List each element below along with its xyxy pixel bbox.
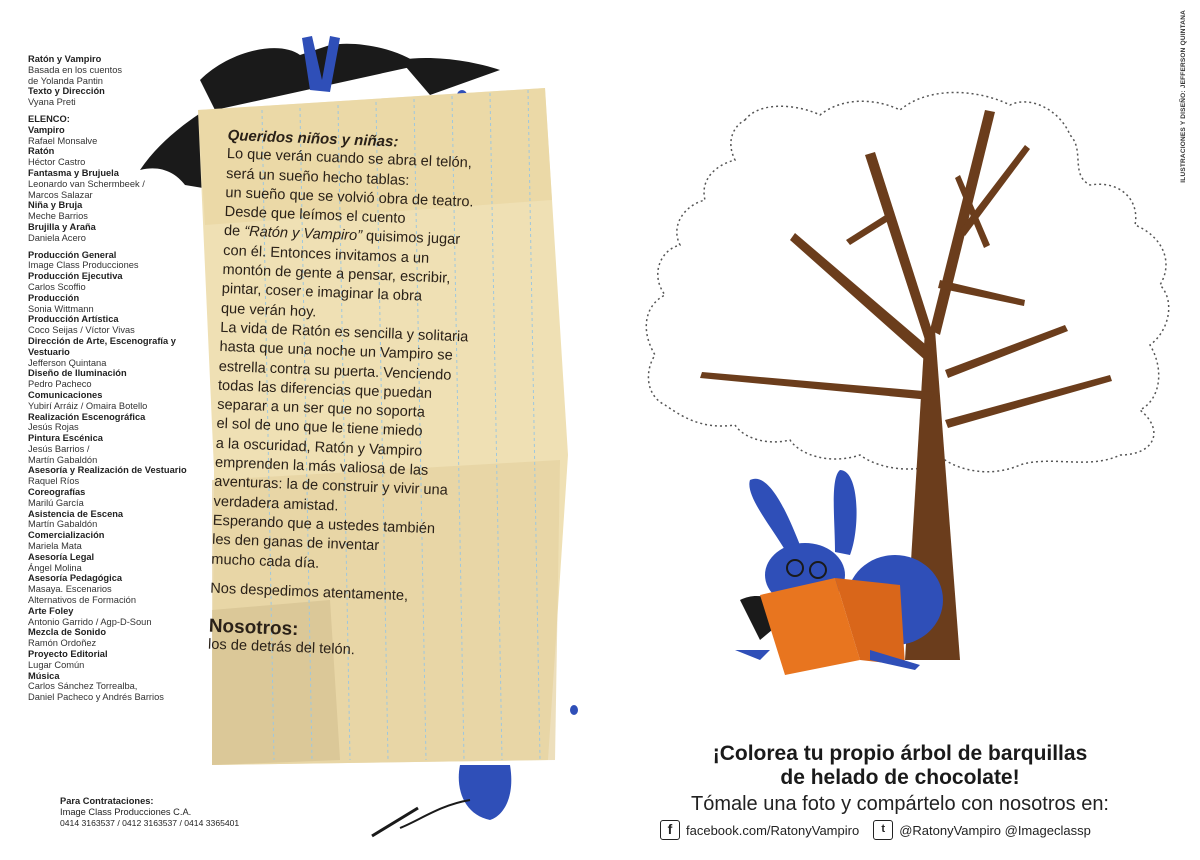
credit-role: Asesoría Pedagógica [28,573,123,584]
letter-line: a la oscuridad, Ratón y Vampiro [215,435,423,460]
credit-role: Niña y Bruja [28,200,83,211]
credit-name: Ramón Ordoñez [28,638,97,649]
coloring-call-to-action [600,742,1200,816]
credit-name: Marcos Salazar [28,189,93,200]
credit-name: Antonio Garrido / Agp-D-Soun [28,616,152,627]
credit-role: Producción General [28,249,117,260]
social-links [660,820,1091,840]
credit-name: Lugar Común [28,659,85,670]
credit-name: Marilú García [28,497,84,508]
letter-line: todas las diferencias que puedan [217,377,433,402]
letter-line: les den ganas de inventar [211,531,380,555]
credit-role: Realización Escenográfica [28,411,146,422]
credit-name: Mariela Mata [28,541,82,552]
credit-role: Arte Foley [28,605,74,616]
credit-role: Ratón [28,146,55,157]
twitter-handles[interactable]: @RatonyVampiro @Imageclassp [899,822,1091,838]
credit-role: Diseño de Iluminación [28,368,127,379]
letter-line: pintar, coser e imaginar la obra [221,281,423,305]
letter-line: con él. Entonces invitamos a un [222,242,430,267]
letter-line: separar a un ser que no soporta [216,396,426,421]
credit-role: Proyecto Editorial [28,649,108,660]
letter-signature-sub: los de detrás del telón. [207,637,356,659]
credit-role: ELENCO: [28,113,70,124]
credit-name: Raquel Ríos [28,476,80,487]
letter-greeting: Queridos niños y niñas: [227,126,399,151]
facebook-icon: f [660,820,680,840]
contact-label: Para Contrataciones: [60,796,154,806]
credit-name: Martín Gabaldón [28,519,98,530]
letter-line: el sol de uno que le tiene miedo [216,416,423,441]
credit-role: Brujilla y Araña [28,221,96,232]
credit-name: Héctor Castro [28,157,86,168]
credit-name: Yubirí Arráiz / Omaira Botello [28,400,148,411]
letter-line: Esperando que a ustedes también [212,512,436,538]
credit-role: Asesoría y Realización de Vestuario [28,465,187,476]
credit-name: Ángel Molina [28,562,82,573]
credit-name: Vyana Preti [28,97,76,108]
letter-line: montón de gente a pensar, escribir, [222,261,451,287]
credit-name: Alternativos de Formación [28,595,136,606]
letter-line: verdadera amistad. [213,493,339,515]
credit-role: Comercialización [28,530,105,541]
credit-name: Image Class Producciones [28,260,139,271]
credit-role: Producción Artística [28,314,119,325]
credit-role: Dirección de Arte, Escenografía y Vestuario [28,335,176,357]
credit-name: Sonia Wittmann [28,303,94,314]
credit-role: Ratón y Vampiro [28,54,102,64]
cta-headline-1: ¡Colorea tu propio árbol de barquillas [712,742,1088,765]
credit-name: Jefferson Quintana [28,357,107,368]
credit-role: Producción [28,292,80,303]
letter-signature: Nosotros: [208,615,299,641]
credit-name: Martín Gabaldón [28,454,98,465]
twitter-icon: t [873,820,893,840]
credit-name: Masaya. Escenarios [28,584,112,595]
credit-name: Coco Seijas / Víctor Vivas [28,325,135,336]
credit-role: Fantasma y Brujuela [28,167,119,178]
contact-company: Image Class Producciones C.A. [60,807,192,817]
credit-name: Daniela Acero [28,232,86,243]
cta-headline-2: de helado de chocolate! [780,766,1020,789]
letter-line: La vida de Ratón es sencilla y solitaria [219,319,469,346]
credit-role: Asistencia de Escena [28,508,124,519]
credit-name: Meche Barrios [28,211,88,222]
letter-farewell: Nos despedimos atentamente, [209,580,409,605]
credit-role: Pintura Escénica [28,433,103,444]
letter-title-line: de “Ratón y Vampiro” quisimos jugar [223,223,461,249]
letter-line: un sueño que se volvió obra de teatro. [225,184,474,211]
illustrator-credit: ILUSTRACIONES Y DISEÑO: JEFFERSON QUINTANA [1180,10,1187,183]
letter-line: emprenden la más valiosa de las [214,454,429,479]
credit-role: Asesoría Legal [28,551,95,562]
letter-line: que verán hoy. [220,300,317,321]
credit-name: Carlos Scoffio [28,281,86,292]
letter-line: estrella contra su puerta. Venciendo [218,358,452,384]
credit-name: Daniel Pacheco y Andrés Barrios [28,692,164,703]
credit-role: Texto y Dirección [28,86,105,97]
credit-name: Leonardo van Schermbeek / [28,178,145,189]
credit-name: Jesús Barrios / [28,443,90,454]
letter-line: mucho cada día. [211,551,320,572]
letter-line: Lo que verán cuando se abra el telón, [226,146,473,172]
letter-line: será un sueño hecho tablas: [225,165,410,189]
letter-line: aventuras: la de construir y vivir una [214,474,449,500]
cta-subtitle: Tómale una foto y compártelo con nosotros en: [690,793,1109,815]
facebook-link[interactable]: facebook.com/RatonyVampiro [686,822,860,838]
credit-name: Basada en los cuentos [28,64,123,75]
credit-name: Jesús Rojas [28,422,79,433]
credit-name: Rafael Monsalve [28,135,98,146]
credit-role: Comunicaciones [28,389,103,400]
credit-role: Música [28,670,60,681]
credit-role: Mezcla de Sonido [28,627,107,638]
letter-line: hasta que una noche un Vampiro se [219,339,454,365]
credit-name: Pedro Pacheco [28,379,92,390]
contact-phones: 0414 3163537 / 0412 3163537 / 0414 3365401 [60,818,240,828]
credit-role: Vampiro [28,124,65,135]
credit-role: Coreografías [28,487,86,498]
story-title: “Ratón y Vampiro” [243,224,363,245]
credit-role: Producción Ejecutiva [28,271,123,282]
letter-line: Desde que leímos el cuento [224,204,406,228]
credit-name: Carlos Sánchez Torrealba, [28,681,138,692]
credit-name: de Yolanda Pantin [28,75,103,86]
